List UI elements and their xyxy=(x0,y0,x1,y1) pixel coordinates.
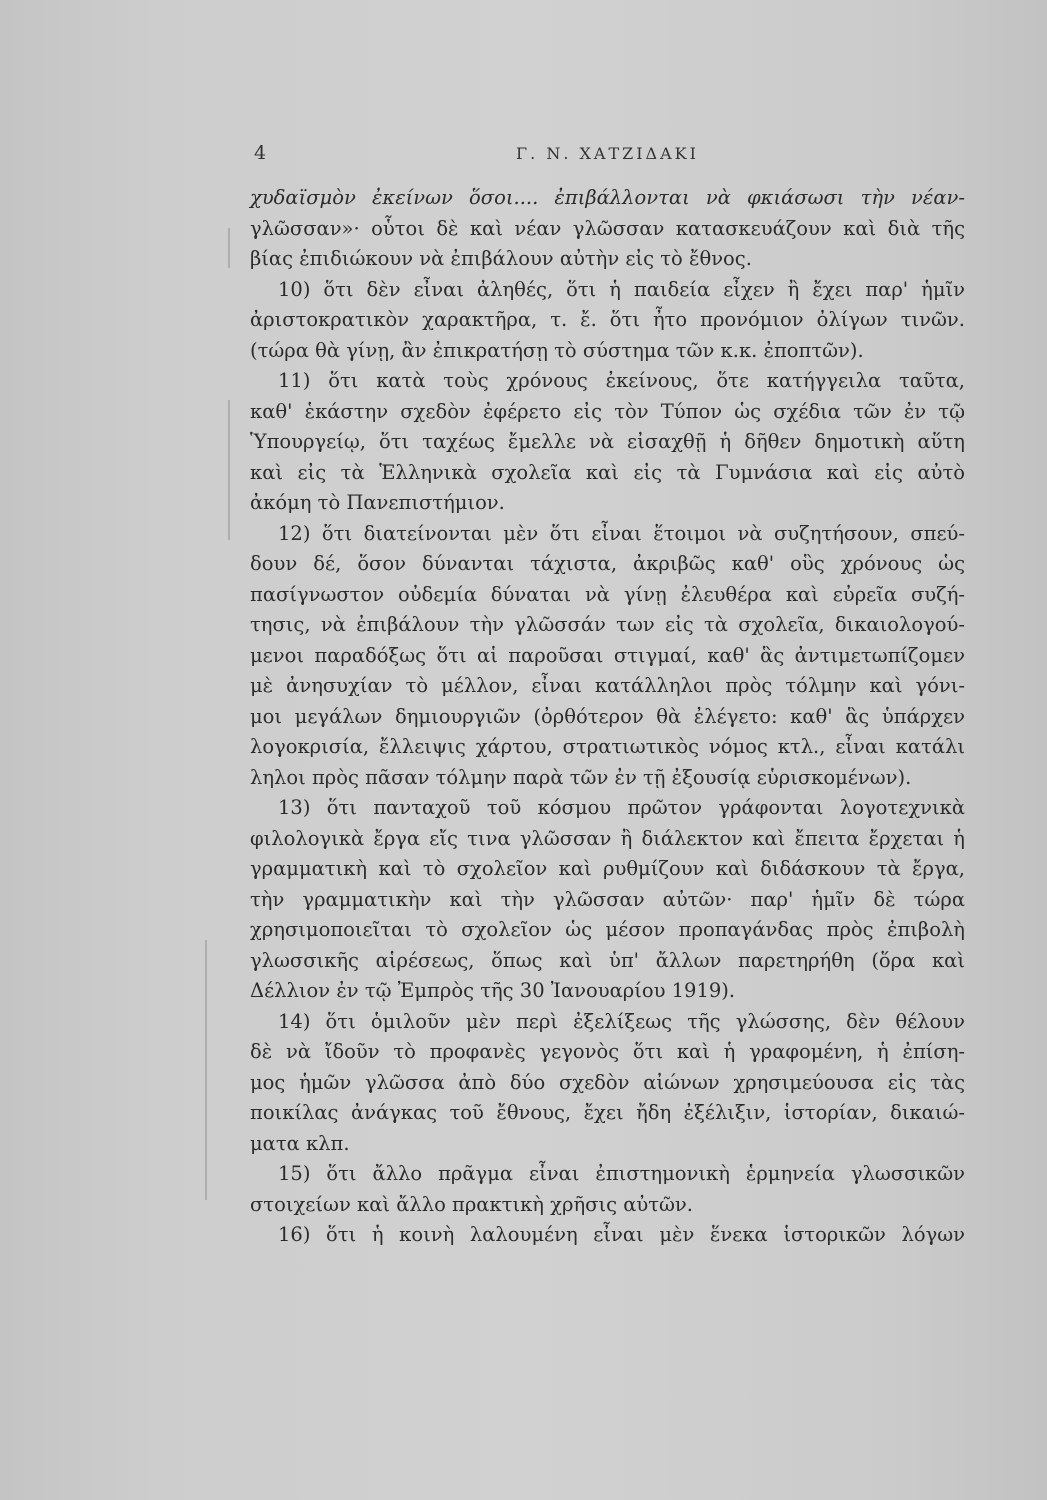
text-line: ληλοι πρὸς πᾶσαν τόλμην παρὰ τῶν ἐν τῇ ἐξουσίᾳ εὑρισκομένων). xyxy=(250,765,912,789)
text-line: ἀριστοκρατικὸν χαρακτῆρα, τ. ἔ. ὅτι ἦτο προνόμιον ὀλίγων τινῶν. xyxy=(250,308,965,331)
text-line: γλωσσικῆς αἱρέσεως, ὅπως καὶ ὑπ' ἄλλων παρετηρήθη (ὅρα καὶ xyxy=(250,948,965,972)
text-line: δουν δέ, ὅσον δύνανται τάχιστα, ἀκριβῶς καθ' οὓς χρόνους ὡς xyxy=(250,552,965,575)
text-line: 13) ὅτι πανταχοῦ τοῦ κόσμου πρῶτον γράφονται λογοτεχνικὰ xyxy=(278,796,965,819)
text-line: ματα κλπ. xyxy=(250,1131,350,1155)
text-line: τὴν γραμματικὴν καὶ τὴν γλῶσσαν αὐτῶν· παρ' ἡμῖν δὲ τώρα xyxy=(250,887,965,911)
text-line: γραμματικὴ καὶ τὸ σχολεῖον καὶ ρυθμίζουν καὶ διδάσκουν τὰ ἔργα, xyxy=(250,857,965,880)
body-text xyxy=(250,183,965,1251)
text-line: Δέλλιον ἐν τῷ Ἐμπρὸς τῆς 30 Ἰανουαρίου 1919). xyxy=(250,979,736,1002)
text-line: δὲ νὰ ἴδοῦν τὸ προφανὲς γεγονὸς ὅτι καὶ ἡ γραφομένη, ἡ ἐπίση- xyxy=(250,1040,965,1063)
text-line: 10) ὅτι δὲν εἶναι ἀληθές, ὅτι ἡ παιδεία εἶχεν ἢ ἔχει παρ' ἡμῖν xyxy=(278,277,965,301)
text-line: (τώρα θὰ γίνῃ, ἂν ἐπικρατήσῃ τὸ σύστημα τῶν κ.κ. ἐποπτῶν). xyxy=(250,338,864,362)
text-line: μοι μεγάλων δημιουργιῶν (ὀρθότερον θὰ ἐλέγετο: καθ' ἃς ὑπάρχεν xyxy=(250,704,965,728)
text-line: φιλολογικὰ ἔργα εἴς τινα γλῶσσαν ἢ διάλεκτον καὶ ἔπειτα ἔρχεται ἡ xyxy=(250,826,965,850)
text-line: ποικίλας ἀνάγκας τοῦ ἔθνους, ἔχει ἤδη ἐξέλιξιν, ἱστορίαν, δικαιώ- xyxy=(250,1101,965,1124)
text-line: 16) ὅτι ἡ κοινὴ λαλουμένη εἶναι μὲν ἕνεκα ἱστορικῶν λόγων xyxy=(278,1223,965,1246)
text-line: πασίγνωστον οὐδεμία δύναται νὰ γίνῃ ἐλευθέρα καὶ εὐρεῖα συζή- xyxy=(250,582,965,606)
text-line: μος ἡμῶν γλῶσσα ἀπὸ δύο σχεδὸν αἰώνων χρησιμεύουσα εἰς τὰς xyxy=(250,1070,965,1094)
text-line: λογοκρισία, ἔλλειψις χάρτου, στρατιωτικὸς νόμος κτλ., εἶναι κατάλι xyxy=(250,735,965,758)
text-line: ἀκόμη τὸ Πανεπιστήμιον. xyxy=(250,491,505,514)
text-line: βίας ἐπιδιώκουν νὰ ἐπιβάλουν αὐτὴν εἰς τὸ ἔθνος. xyxy=(250,247,752,270)
text-line: 15) ὅτι ἄλλο πρᾶγμα εἶναι ἐπιστημονικὴ ἑρμηνεία γλωσσικῶν xyxy=(278,1162,965,1185)
text-line: χρησιμοποιεῖται τὸ σχολεῖον ὡς μέσον προπαγάνδας πρὸς ἐπιβολὴ xyxy=(250,918,965,941)
text-line: στοιχείων καὶ ἄλλο πρακτικὴ χρῆσις αὐτῶν. xyxy=(250,1192,693,1216)
text-line: τησις, νὰ ἐπιβάλουν τὴν γλῶσσάν των εἰς τὰ σχολεῖα, δικαιολογού- xyxy=(250,613,965,636)
text-line: καὶ εἰς τὰ Ἑλληνικὰ σχολεῖα καὶ εἰς τὰ Γυμνάσια καὶ εἰς αὐτὸ xyxy=(250,460,965,484)
text-line: 11) ὅτι κατὰ τοὺς χρόνους ἐκείνους, ὅτε κατήγγειλα ταῦτα, xyxy=(278,369,965,392)
margin-pencil-line xyxy=(228,228,230,268)
text-line: μὲ ἀνησυχίαν τὸ μέλλον, εἶναι κατάλληλοι πρὸς τόλμην καὶ γόνι- xyxy=(250,674,965,697)
text-line: γλῶσσαν»· οὗτοι δὲ καὶ νέαν γλῶσσαν κατασκευάζουν καὶ διὰ τῆς xyxy=(250,216,965,240)
text-line: χυδαϊσμὸν ἐκείνων ὅσοι.... ἐπιβάλλονται νὰ φκιάσωσι τὴν νέαν- xyxy=(250,186,965,209)
text-line: 12) ὅτι διατείνονται μὲν ὅτι εἶναι ἕτοιμοι νὰ συζητήσουν, σπεύ- xyxy=(278,521,965,545)
page-number: 4 xyxy=(254,142,267,164)
text-line: καθ' ἑκάστην σχεδὸν ἐφέρετο εἰς τὸν Τύπον ὡς σχέδια τῶν ἐν τῷ xyxy=(250,399,965,423)
running-head: Γ. Ν. ΧΑΤΖΙΔΑΚΙ xyxy=(516,144,699,163)
text-line: Ὑπουργείῳ, ὅτι ταχέως ἔμελλε νὰ εἰσαχθῇ ἡ δῆθεν δημοτικὴ αὕτη xyxy=(250,430,965,453)
margin-pencil-line xyxy=(228,400,230,540)
page-header xyxy=(250,140,965,170)
text-line: μενοι παραδόξως ὅτι αἱ παροῦσαι στιγμαί, καθ' ἃς ἀντιμετωπίζομεν xyxy=(250,643,965,667)
text-line: 14) ὅτι ὁμιλοῦν μὲν περὶ ἐξελίξεως τῆς γλώσσης, δὲν θέλουν xyxy=(278,1009,965,1033)
margin-pencil-line xyxy=(205,940,207,1200)
